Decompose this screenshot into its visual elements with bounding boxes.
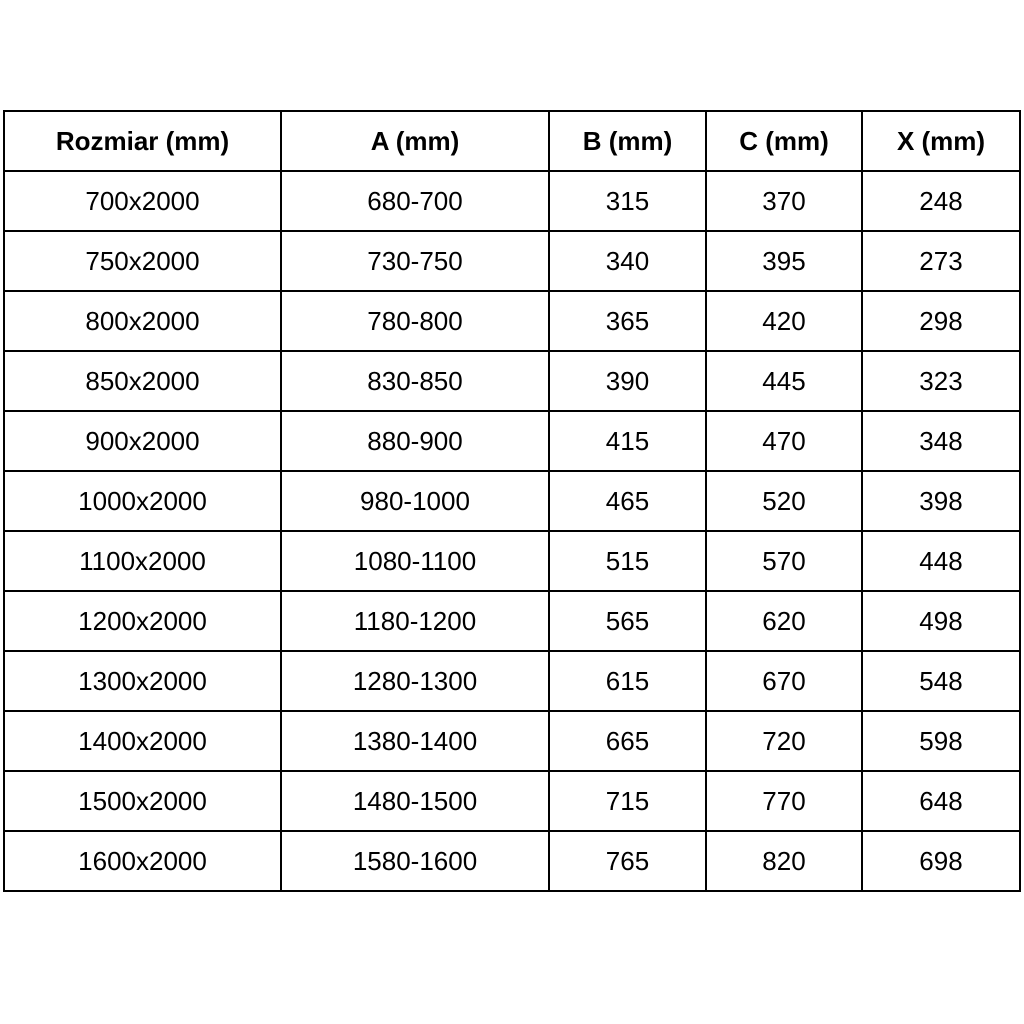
cell-a: 1280-1300 — [281, 651, 549, 711]
table-row — [4, 771, 1020, 831]
cell-b: 340 — [549, 231, 706, 291]
table-row — [4, 711, 1020, 771]
size-table — [3, 110, 1021, 892]
cell-c: 820 — [706, 831, 862, 891]
cell-x: 348 — [862, 411, 1020, 471]
cell-x: 323 — [862, 351, 1020, 411]
header-x: X (mm) — [862, 111, 1020, 171]
table-row — [4, 231, 1020, 291]
cell-x: 648 — [862, 771, 1020, 831]
header-b: B (mm) — [549, 111, 706, 171]
cell-b: 515 — [549, 531, 706, 591]
table-row — [4, 651, 1020, 711]
table-row — [4, 411, 1020, 471]
cell-b: 615 — [549, 651, 706, 711]
cell-a: 1480-1500 — [281, 771, 549, 831]
cell-c: 770 — [706, 771, 862, 831]
cell-b: 315 — [549, 171, 706, 231]
cell-rozmiar: 1100x2000 — [4, 531, 281, 591]
cell-x: 698 — [862, 831, 1020, 891]
cell-rozmiar: 800x2000 — [4, 291, 281, 351]
cell-a: 1380-1400 — [281, 711, 549, 771]
header-c: C (mm) — [706, 111, 862, 171]
cell-x: 298 — [862, 291, 1020, 351]
cell-rozmiar: 1500x2000 — [4, 771, 281, 831]
cell-b: 565 — [549, 591, 706, 651]
cell-x: 398 — [862, 471, 1020, 531]
cell-c: 670 — [706, 651, 862, 711]
cell-c: 720 — [706, 711, 862, 771]
cell-b: 465 — [549, 471, 706, 531]
cell-x: 598 — [862, 711, 1020, 771]
cell-x: 498 — [862, 591, 1020, 651]
cell-x: 248 — [862, 171, 1020, 231]
cell-rozmiar: 1300x2000 — [4, 651, 281, 711]
table-row — [4, 351, 1020, 411]
cell-c: 445 — [706, 351, 862, 411]
table-row — [4, 831, 1020, 891]
table-header-row — [4, 111, 1020, 171]
cell-a: 980-1000 — [281, 471, 549, 531]
cell-a: 1180-1200 — [281, 591, 549, 651]
cell-rozmiar: 1000x2000 — [4, 471, 281, 531]
cell-c: 620 — [706, 591, 862, 651]
header-a: A (mm) — [281, 111, 549, 171]
cell-rozmiar: 700x2000 — [4, 171, 281, 231]
cell-a: 730-750 — [281, 231, 549, 291]
cell-rozmiar: 850x2000 — [4, 351, 281, 411]
table-row — [4, 591, 1020, 651]
cell-rozmiar: 1400x2000 — [4, 711, 281, 771]
table-row — [4, 471, 1020, 531]
cell-b: 365 — [549, 291, 706, 351]
cell-rozmiar: 750x2000 — [4, 231, 281, 291]
table-body — [4, 171, 1020, 891]
cell-x: 548 — [862, 651, 1020, 711]
cell-rozmiar: 1600x2000 — [4, 831, 281, 891]
cell-rozmiar: 1200x2000 — [4, 591, 281, 651]
cell-c: 570 — [706, 531, 862, 591]
cell-x: 273 — [862, 231, 1020, 291]
cell-a: 830-850 — [281, 351, 549, 411]
cell-c: 470 — [706, 411, 862, 471]
cell-c: 370 — [706, 171, 862, 231]
table-row — [4, 171, 1020, 231]
cell-c: 420 — [706, 291, 862, 351]
cell-a: 680-700 — [281, 171, 549, 231]
cell-b: 390 — [549, 351, 706, 411]
cell-rozmiar: 900x2000 — [4, 411, 281, 471]
cell-x: 448 — [862, 531, 1020, 591]
header-rozmiar: Rozmiar (mm) — [4, 111, 281, 171]
cell-c: 520 — [706, 471, 862, 531]
cell-a: 1580-1600 — [281, 831, 549, 891]
cell-b: 415 — [549, 411, 706, 471]
cell-a: 880-900 — [281, 411, 549, 471]
cell-a: 1080-1100 — [281, 531, 549, 591]
table-row — [4, 291, 1020, 351]
cell-a: 780-800 — [281, 291, 549, 351]
table-row — [4, 531, 1020, 591]
cell-b: 715 — [549, 771, 706, 831]
cell-b: 665 — [549, 711, 706, 771]
cell-c: 395 — [706, 231, 862, 291]
cell-b: 765 — [549, 831, 706, 891]
